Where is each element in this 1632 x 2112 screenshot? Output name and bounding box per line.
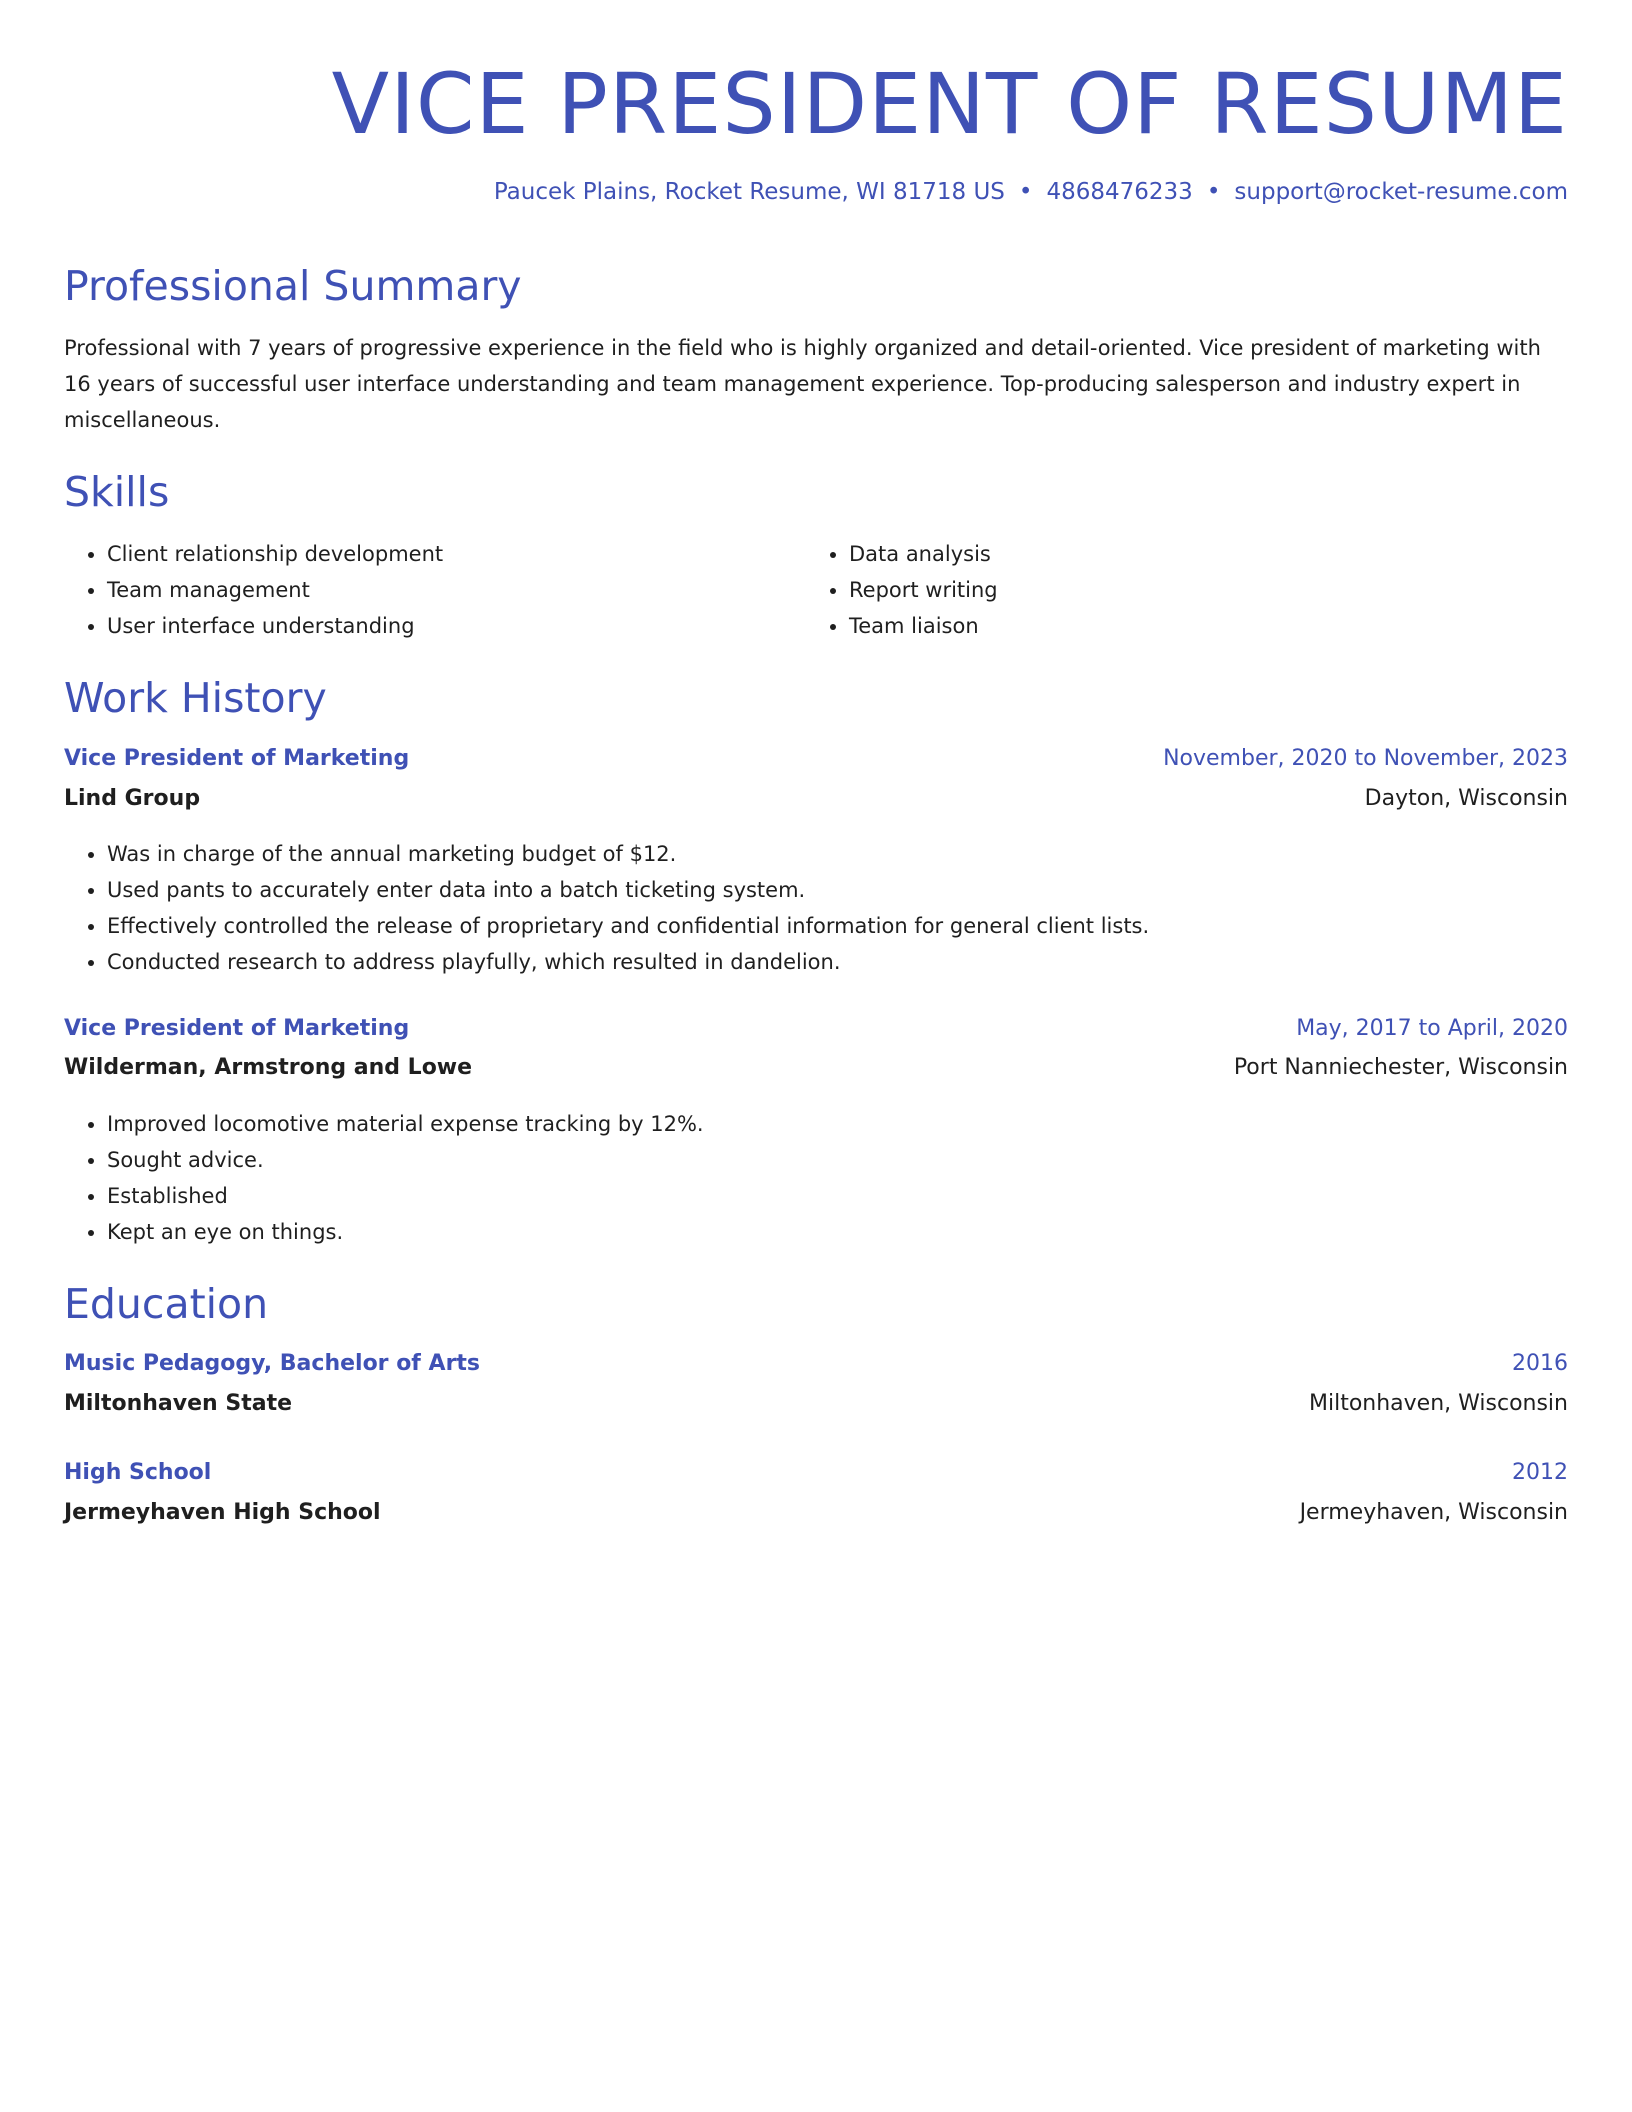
skill-item: • User interface understanding [107,608,806,644]
job-bullet: • Sought advice. [107,1142,1568,1178]
job-dates: November, 2020 to November, 2023 [1163,746,1568,771]
summary-text: Professional with 7 years of progressive experience in the field who is highly organized and detail-oriented. Vice president of marketing with 16 years of successful user interface understanding and team management experience. Top-producing salesperson and industry expert in miscellaneous. [64,336,1541,432]
job-bullet: • Conducted research to address playfully, which resulted in dandelion. [107,944,1568,980]
education-location: Miltonhaven, Wisconsin [1308,1391,1568,1416]
job-bullets [64,1106,1568,1250]
skills-list [64,536,1568,644]
section-title-work: Work History [64,674,327,722]
section-title-skills: Skills [64,468,170,516]
job-header [64,746,1568,771]
job-bullets [64,836,1568,980]
job-company: Wilderman, Armstrong and Lowe [64,1055,473,1080]
skills-column-left [64,536,806,644]
job-subheader [64,786,1568,811]
contact-line [494,176,1568,208]
skill-item: • Data analysis [849,536,1548,572]
education-year: 2012 [1512,1460,1568,1485]
education-school: Jermeyhaven High School [64,1500,381,1525]
education-school: Miltonhaven State [64,1391,293,1416]
job-bullet: • Established [107,1178,1568,1214]
job-bullet: • Kept an eye on things. [107,1214,1568,1250]
job-bullet: • Effectively controlled the release of proprietary and confidential information for general client lists. [107,908,1568,944]
job-subheader [64,1055,1568,1080]
skill-item: • Team liaison [849,608,1548,644]
education-year: 2016 [1512,1351,1568,1376]
job-title: Vice President of Marketing [64,746,410,771]
education-header [64,1351,1568,1376]
education-subheader [64,1391,1568,1416]
contact-phone: 4868476233 [1046,179,1193,205]
section-title-education: Education [64,1280,269,1328]
section-title-summary: Professional Summary [64,262,522,310]
job-dates: May, 2017 to April, 2020 [1296,1016,1568,1041]
job-bullet: • Used pants to accurately enter data into a batch ticketing system. [107,872,1568,908]
job-bullet: • Was in charge of the annual marketing budget of $12. [107,836,1568,872]
contact-email[interactable]: support@rocket-resume.com [1234,179,1568,205]
skills-column-right [806,536,1548,644]
job-location: Port Nanniechester, Wisconsin [1233,1055,1568,1080]
skill-item: • Client relationship development [107,536,806,572]
job-bullet: • Improved locomotive material expense tracking by 12%. [107,1106,1568,1142]
job-company: Lind Group [64,786,201,811]
education-header [64,1460,1568,1485]
job-title: Vice President of Marketing [64,1016,410,1041]
education-location: Jermeyhaven, Wisconsin [1299,1500,1568,1525]
contact-separator: • [1206,179,1221,205]
resume-name: VICE PRESIDENT OF RESUME [331,55,1568,153]
contact-separator: • [1018,179,1033,205]
skill-item: • Report writing [849,572,1548,608]
education-degree: Music Pedagogy, Bachelor of Arts [64,1351,481,1376]
job-location: Dayton, Wisconsin [1364,786,1568,811]
contact-address: Paucek Plains, Rocket Resume, WI 81718 US [493,179,1005,205]
skill-item: • Team management [107,572,806,608]
education-degree: High School [64,1460,212,1485]
education-subheader [64,1500,1568,1525]
job-header [64,1016,1568,1041]
